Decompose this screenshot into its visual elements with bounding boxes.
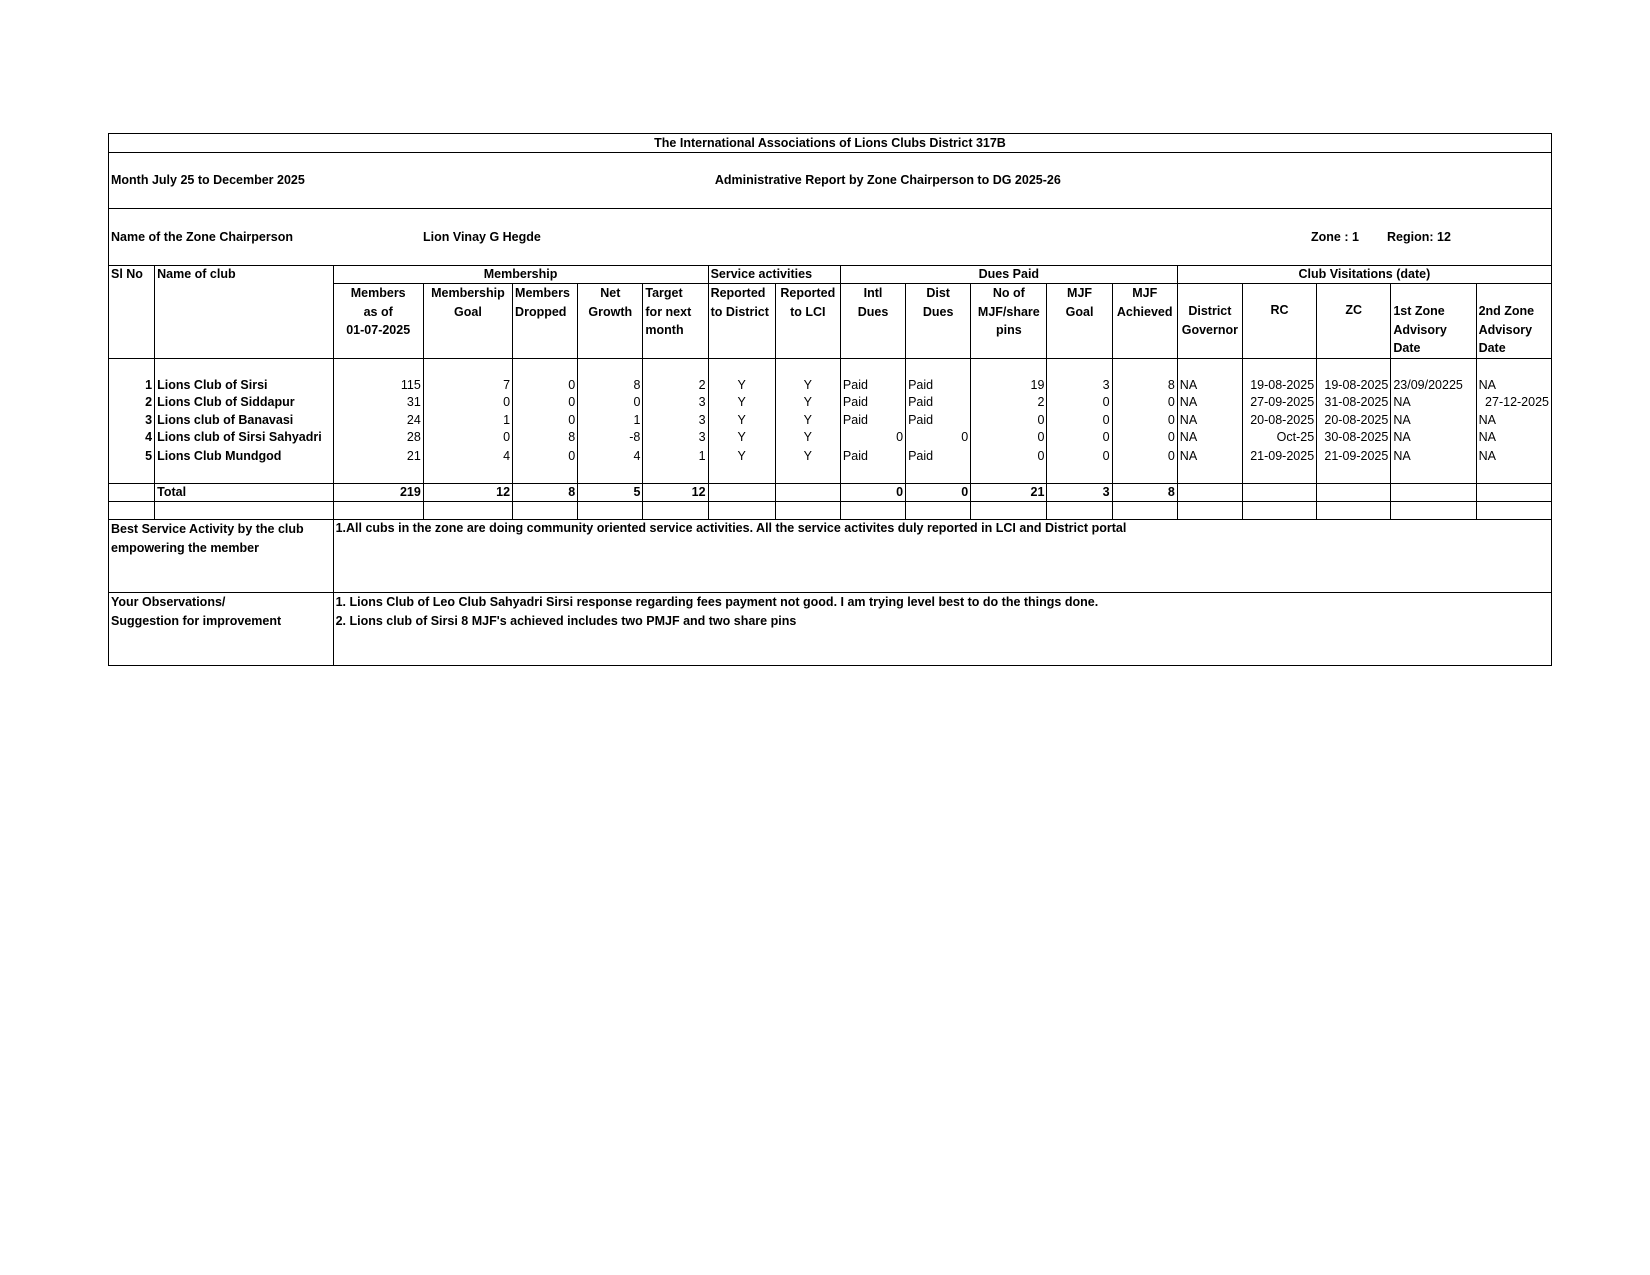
cell-rep-lci: Y [775, 377, 840, 395]
table-row [109, 377, 1552, 395]
cell-dg: NA [1177, 412, 1242, 430]
cell-mjf-ach: 0 [1112, 429, 1177, 447]
cell-mjf-ach: 8 [1112, 377, 1177, 395]
cell-members: 21 [333, 447, 423, 466]
cell-zc: 30-08-2025 [1317, 429, 1391, 447]
intl-dues-col-header: Intl Dues [840, 284, 905, 359]
cell-rep-district: Y [708, 412, 775, 430]
cell-mjf-pins: 0 [971, 447, 1047, 466]
cell-goal: 1 [423, 412, 512, 430]
report-subtitle: Administrative Report by Zone Chairperson to DG 2025-26 [643, 153, 1552, 209]
report-period: Month July 25 to December 2025 [109, 153, 643, 209]
cell-target: 3 [643, 394, 708, 412]
cell-sl: 3 [109, 412, 155, 430]
membership-group-header: Membership [333, 266, 708, 284]
cell-zone1: NA [1391, 447, 1476, 466]
dropped-col-header: Members Dropped [513, 284, 578, 359]
cell-zone1: NA [1391, 412, 1476, 430]
chairperson-label: Name of the Zone Chairperson [111, 229, 293, 244]
cell-zone2: NA [1476, 447, 1551, 466]
total-dist-dues: 0 [906, 484, 971, 502]
cell-mjf-pins: 2 [971, 394, 1047, 412]
cell-dropped: 0 [513, 377, 578, 395]
total-dropped: 8 [513, 484, 578, 502]
cell-mjf-pins: 0 [971, 412, 1047, 430]
cell-sl: 1 [109, 377, 155, 395]
cell-zone2: NA [1476, 412, 1551, 430]
cell-rc: 21-09-2025 [1242, 447, 1316, 466]
cell-rep-lci: Y [775, 412, 840, 430]
dues-group-header: Dues Paid [840, 266, 1177, 284]
zc-col-header: ZC [1317, 284, 1391, 359]
cell-members: 28 [333, 429, 423, 447]
table-row [109, 447, 1552, 466]
observation-line-2: 2. Lions club of Sirsi 8 MJF's achieved includes two PMJF and two share pins [335, 613, 797, 628]
mjf-pins-col-header: No of MJF/share pins [971, 284, 1047, 359]
cell-dist: Paid [906, 447, 971, 466]
members-col-header: Members as of 01-07-2025 [333, 284, 423, 359]
total-members: 219 [333, 484, 423, 502]
cell-rep-district: Y [708, 377, 775, 395]
cell-target: 2 [643, 377, 708, 395]
cell-dropped: 0 [513, 447, 578, 466]
cell-zone1: NA [1391, 394, 1476, 412]
cell-sl: 4 [109, 429, 155, 447]
rc-col-header: RC [1242, 284, 1316, 359]
dist-dues-col-header: Dist Dues [906, 284, 971, 359]
total-mjf-pins: 21 [971, 484, 1047, 502]
sl-no-header: Sl No [109, 266, 155, 284]
cell-mjf-pins: 0 [971, 429, 1047, 447]
cell-dist: 0 [906, 429, 971, 447]
cell-dist: Paid [906, 377, 971, 395]
cell-dropped: 0 [513, 412, 578, 430]
cell-goal: 7 [423, 377, 512, 395]
cell-dg: NA [1177, 447, 1242, 466]
cell-mjf-goal: 0 [1047, 429, 1112, 447]
cell-mjf-pins: 19 [971, 377, 1047, 395]
sl-no-header-cont [109, 284, 155, 359]
cell-dg: NA [1177, 377, 1242, 395]
club-name-header: Name of club [155, 266, 333, 284]
cell-name: Lions Club of Siddapur [155, 394, 333, 412]
cell-dropped: 0 [513, 394, 578, 412]
cell-dist: Paid [906, 412, 971, 430]
cell-members: 24 [333, 412, 423, 430]
cell-target: 3 [643, 429, 708, 447]
total-intl-dues: 0 [840, 484, 905, 502]
cell-net: 0 [578, 394, 643, 412]
first-zone-advisory-col-header: 1st Zone Advisory Date [1391, 284, 1476, 359]
cell-mjf-goal: 0 [1047, 394, 1112, 412]
cell-net: 8 [578, 377, 643, 395]
cell-zone1: NA [1391, 429, 1476, 447]
cell-net: 1 [578, 412, 643, 430]
empty-row [109, 502, 1552, 520]
cell-name: Lions Club Mundgod [155, 447, 333, 466]
mjf-achieved-col-header: MJF Achieved [1112, 284, 1177, 359]
cell-rep-lci: Y [775, 394, 840, 412]
cell-rep-district: Y [708, 447, 775, 466]
club-rows [109, 377, 1552, 466]
cell-dist: Paid [906, 394, 971, 412]
cell-mjf-ach: 0 [1112, 447, 1177, 466]
cell-dg: NA [1177, 394, 1242, 412]
total-net-growth: 5 [578, 484, 643, 502]
cell-rc: 27-09-2025 [1242, 394, 1316, 412]
cell-zc: 19-08-2025 [1317, 377, 1391, 395]
reported-district-col-header: Reported to District [708, 284, 775, 359]
cell-rep-lci: Y [775, 429, 840, 447]
cell-target: 3 [643, 412, 708, 430]
cell-rc: 20-08-2025 [1242, 412, 1316, 430]
cell-mjf-goal: 0 [1047, 447, 1112, 466]
second-zone-advisory-col-header: 2nd Zone Advisory Date [1476, 284, 1551, 359]
visits-group-header: Club Visitations (date) [1177, 266, 1551, 284]
cell-mjf-goal: 0 [1047, 412, 1112, 430]
cell-rc: 19-08-2025 [1242, 377, 1316, 395]
service-group-header: Service activities [708, 266, 840, 284]
best-service-label: Best Service Activity by the club empowering the member [109, 520, 334, 593]
cell-zone2: NA [1476, 429, 1551, 447]
cell-net: 4 [578, 447, 643, 466]
cell-dropped: 8 [513, 429, 578, 447]
cell-name: Lions club of Sirsi Sahyadri [155, 429, 333, 447]
observations-label: Your Observations/ Suggestion for improvement [109, 593, 334, 666]
club-name-header-cont [155, 284, 333, 359]
cell-sl: 2 [109, 394, 155, 412]
report-title: The International Associations of Lions Clubs District 317B [109, 134, 1552, 153]
best-service-text: 1.All cubs in the zone are doing community oriented service activities. All the service activites duly reported in LCI and District portal [333, 520, 1551, 593]
best-service-row [109, 520, 1552, 593]
cell-members: 115 [333, 377, 423, 395]
cell-rc: Oct-25 [1242, 429, 1316, 447]
cell-dg: NA [1177, 429, 1242, 447]
cell-name: Lions club of Banavasi [155, 412, 333, 430]
goal-col-header: Membership Goal [423, 284, 512, 359]
table-row [109, 429, 1552, 447]
observations-text [333, 593, 1551, 666]
cell-rep-lci: Y [775, 447, 840, 466]
cell-mjf-goal: 3 [1047, 377, 1112, 395]
table-row [109, 412, 1552, 430]
total-mjf-achieved: 8 [1112, 484, 1177, 502]
cell-zc: 20-08-2025 [1317, 412, 1391, 430]
cell-goal: 4 [423, 447, 512, 466]
observations-row [109, 593, 1552, 666]
target-col-header: Target for next month [643, 284, 708, 359]
cell-zc: 31-08-2025 [1317, 394, 1391, 412]
cell-mjf-ach: 0 [1112, 394, 1177, 412]
district-governor-col-header: District Governor [1177, 284, 1242, 359]
cell-goal: 0 [423, 429, 512, 447]
cell-goal: 0 [423, 394, 512, 412]
zone-number: Zone : 1 [1311, 229, 1359, 244]
cell-net: -8 [578, 429, 643, 447]
cell-name: Lions Club of Sirsi [155, 377, 333, 395]
cell-zone1: 23/09/20225 [1391, 377, 1476, 395]
region-number: Region: 12 [1387, 229, 1451, 244]
spacer-row [109, 359, 1552, 377]
cell-intl: Paid [840, 377, 905, 395]
spacer-row-bottom [109, 466, 1552, 484]
administrative-report-table [108, 133, 1552, 666]
observation-line-1: 1. Lions Club of Leo Club Sahyadri Sirsi response regarding fees payment not good. I am trying level best to do the things done. [335, 595, 1099, 609]
cell-intl: 0 [840, 429, 905, 447]
table-row [109, 394, 1552, 412]
total-goal: 12 [423, 484, 512, 502]
zone-chairperson-row [109, 209, 1552, 266]
cell-intl: Paid [840, 412, 905, 430]
chairperson-name: Lion Vinay G Hegde [423, 229, 541, 244]
cell-intl: Paid [840, 394, 905, 412]
total-row [109, 484, 1552, 502]
total-mjf-goal: 3 [1047, 484, 1112, 502]
cell-mjf-ach: 0 [1112, 412, 1177, 430]
cell-zc: 21-09-2025 [1317, 447, 1391, 466]
cell-sl: 5 [109, 447, 155, 466]
cell-rep-district: Y [708, 394, 775, 412]
cell-zone2: NA [1476, 377, 1551, 395]
cell-intl: Paid [840, 447, 905, 466]
total-label: Total [155, 484, 333, 502]
cell-zone2: 27-12-2025 [1476, 394, 1551, 412]
net-growth-col-header: Net Growth [578, 284, 643, 359]
total-target: 12 [643, 484, 708, 502]
cell-members: 31 [333, 394, 423, 412]
cell-target: 1 [643, 447, 708, 466]
reported-lci-col-header: Reported to LCI [775, 284, 840, 359]
cell-rep-district: Y [708, 429, 775, 447]
mjf-goal-col-header: MJF Goal [1047, 284, 1112, 359]
